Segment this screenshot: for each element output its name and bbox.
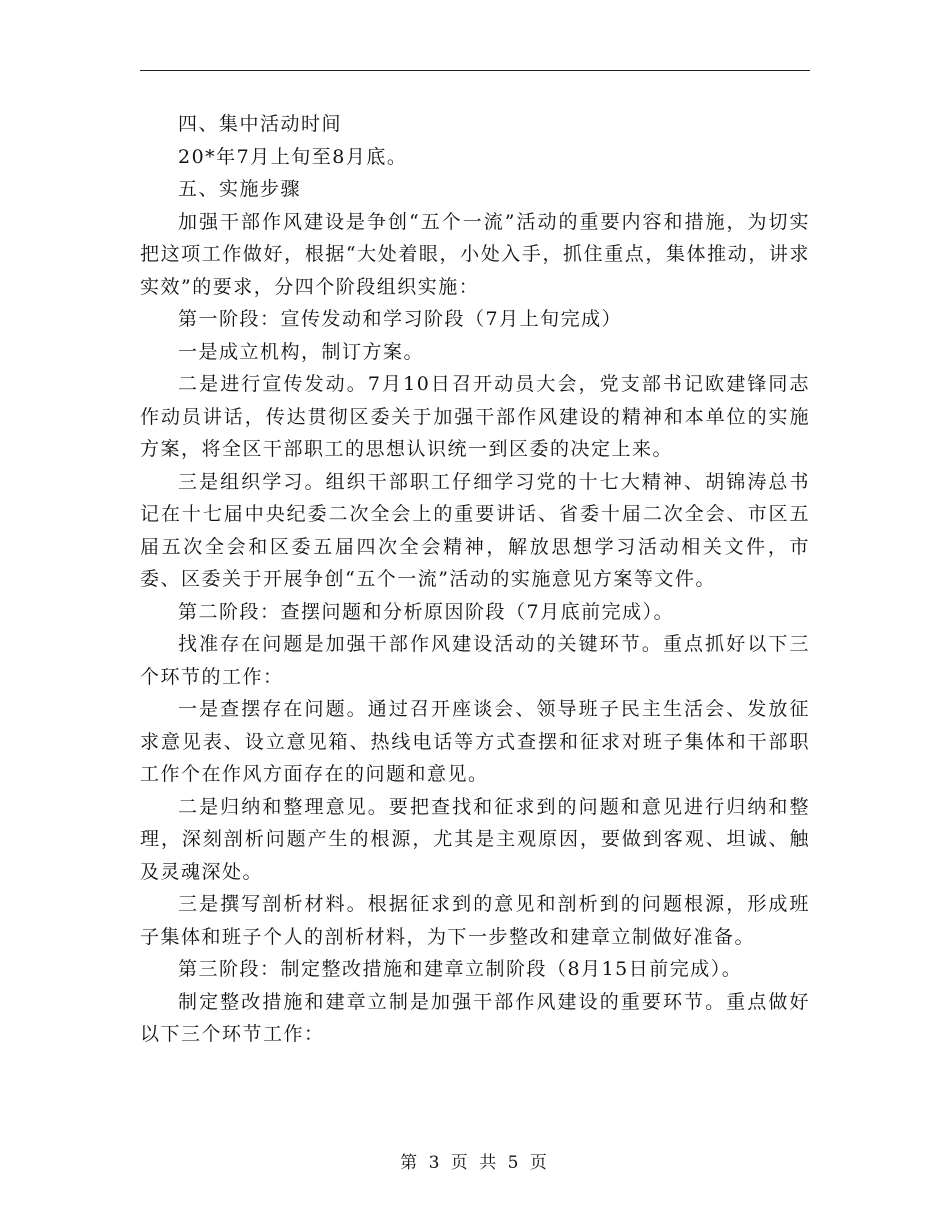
paragraph: 加强干部作风建设是争创“五个一流”活动的重要内容和措施，为切实把这项工作做好，根据“大处着眼，小处入手，抓住重点，集体推动，讲求实效”的要求，分四个阶段组织实施： — [140, 210, 810, 298]
paragraph: 一是成立机构，制订方案。 — [178, 340, 425, 363]
paragraph: 五、实施步骤 — [178, 178, 302, 200]
paragraph: 第三阶段：制定整改措施和建章立制阶段（8月15日前完成）。 — [178, 958, 743, 980]
paragraph: 制定整改措施和建章立制是加强干部作风建设的重要环节。重点做好以下三个环节工作： — [140, 990, 810, 1045]
paragraph: 二是归纳和整理意见。要把查找和征求到的问题和意见进行归纳和整理，深刻剖析问题产生的根源，尤其是主观原因，要做到客观、坦诚、触及灵魂深处。 — [140, 795, 810, 883]
paragraph: 四、集中活动时间 — [178, 113, 343, 135]
paragraph: 三是组织学习。组织干部职工仔细学习党的十七大精神、胡锦涛总书记在十七届中央纪委二次全会上的重要讲话、省委十届二次全会、市区五届五次全会和区委五届四次全会精神，解放思想学习活动相关文件，市委、区委关于开展争创“五个一流”活动的实施意见方案等文件。 — [140, 470, 810, 590]
document-body — [140, 108, 810, 1051]
paragraph: 二是进行宣传发动。7月10日召开动员大会，党支部书记欧建锋同志作动员讲话，传达贯彻区委关于加强干部作风建设的精神和本单位的实施方案，将全区干部职工的思想认识统一到区委的决定上来。 — [140, 373, 810, 460]
paragraph: 找准存在问题是加强干部作风建设活动的关键环节。重点抓好以下三个环节的工作： — [140, 633, 810, 688]
header-rule — [140, 70, 810, 71]
paragraph: 20*年7月上旬至8月底。 — [178, 145, 408, 168]
page-footer: 第 3 页 共 5 页 — [400, 1153, 550, 1173]
paragraph: 第一阶段：宣传发动和学习阶段（7月上旬完成） — [178, 308, 623, 330]
paragraph: 三是撰写剖析材料。根据征求到的意见和剖析到的问题根源，形成班子集体和班子个人的剖析材料，为下一步整改和建章立制做好准备。 — [140, 893, 810, 948]
paragraph: 第二阶段：查摆问题和分析原因阶段（7月底前完成）。 — [178, 600, 675, 623]
paragraph: 一是查摆存在问题。通过召开座谈会、领导班子民主生活会、发放征求意见表、设立意见箱、热线电话等方式查摆和征求对班子集体和干部职工作个在作风方面存在的问题和意见。 — [140, 698, 810, 785]
